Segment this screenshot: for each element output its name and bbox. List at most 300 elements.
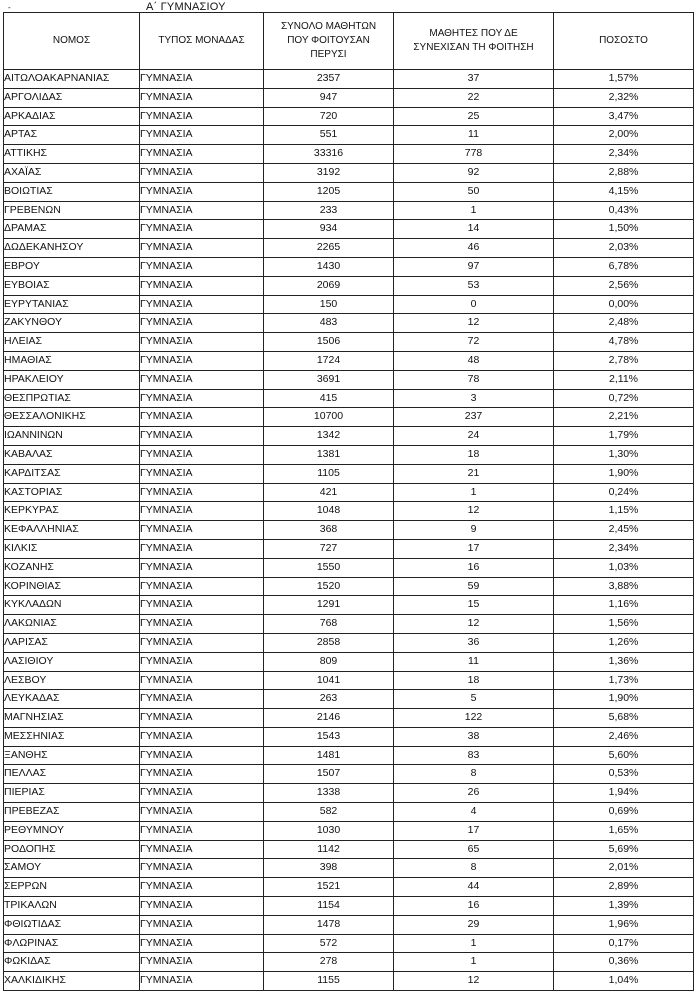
cell-dropped: 46 (394, 239, 554, 258)
cell-percent: 5,69% (554, 840, 694, 859)
cell-dropped: 12 (394, 615, 554, 634)
table-row (4, 408, 694, 427)
cell-typos: ΓΥΜΝΑΣΙΑ (140, 934, 264, 953)
cell-percent: 1,65% (554, 821, 694, 840)
table-row (4, 427, 694, 446)
cell-typos: ΓΥΜΝΑΣΙΑ (140, 577, 264, 596)
table-row (4, 464, 694, 483)
table-row (4, 821, 694, 840)
cell-total: 3192 (264, 163, 394, 182)
cell-total: 2265 (264, 239, 394, 258)
cell-total: 2858 (264, 633, 394, 652)
cell-total: 1724 (264, 351, 394, 370)
cell-nomos: ΡΕΘΥΜΝΟΥ (4, 821, 140, 840)
cell-percent: 1,30% (554, 445, 694, 464)
cell-percent: 2,34% (554, 145, 694, 164)
cell-total: 263 (264, 690, 394, 709)
cell-typos: ΓΥΜΝΑΣΙΑ (140, 615, 264, 634)
cell-nomos: ΗΛΕΙΑΣ (4, 333, 140, 352)
cell-dropped: 4 (394, 803, 554, 822)
cell-typos: ΓΥΜΝΑΣΙΑ (140, 953, 264, 972)
cell-typos: ΓΥΜΝΑΣΙΑ (140, 652, 264, 671)
cell-total: 1030 (264, 821, 394, 840)
cell-percent: 2,32% (554, 88, 694, 107)
cell-nomos: ΦΘΙΩΤΙΔΑΣ (4, 915, 140, 934)
cell-dropped: 12 (394, 972, 554, 991)
cell-typos: ΓΥΜΝΑΣΙΑ (140, 878, 264, 897)
corner-mark: - (8, 3, 11, 12)
cell-nomos: ΚΑΣΤΟΡΙΑΣ (4, 483, 140, 502)
cell-dropped: 17 (394, 539, 554, 558)
table-row (4, 577, 694, 596)
cell-total: 947 (264, 88, 394, 107)
cell-typos: ΓΥΜΝΑΣΙΑ (140, 897, 264, 916)
cell-typos: ΓΥΜΝΑΣΙΑ (140, 972, 264, 991)
cell-percent: 1,26% (554, 633, 694, 652)
cell-percent: 1,56% (554, 615, 694, 634)
cell-percent: 2,46% (554, 727, 694, 746)
cell-typos: ΓΥΜΝΑΣΙΑ (140, 333, 264, 352)
cell-nomos: ΚΕΦΑΛΛΗΝΙΑΣ (4, 521, 140, 540)
cell-typos: ΓΥΜΝΑΣΙΑ (140, 220, 264, 239)
cell-nomos: ΖΑΚΥΝΘΟΥ (4, 314, 140, 333)
cell-percent: 1,50% (554, 220, 694, 239)
cell-nomos: ΕΒΡΟΥ (4, 257, 140, 276)
table-row (4, 88, 694, 107)
cell-percent: 2,78% (554, 351, 694, 370)
cell-nomos: ΗΡΑΚΛΕΙΟΥ (4, 370, 140, 389)
cell-percent: 2,48% (554, 314, 694, 333)
table-row (4, 145, 694, 164)
table-row (4, 201, 694, 220)
cell-dropped: 1 (394, 934, 554, 953)
cell-dropped: 65 (394, 840, 554, 859)
cell-percent: 5,60% (554, 746, 694, 765)
cell-nomos: ΘΕΣΣΑΛΟΝΙΚΗΣ (4, 408, 140, 427)
cell-dropped: 14 (394, 220, 554, 239)
table-row (4, 521, 694, 540)
cell-total: 1048 (264, 502, 394, 521)
cell-nomos: ΒΟΙΩΤΙΑΣ (4, 182, 140, 201)
table-row (4, 765, 694, 784)
cell-dropped: 72 (394, 333, 554, 352)
cell-nomos: ΚΑΒΑΛΑΣ (4, 445, 140, 464)
table-row (4, 652, 694, 671)
table-row (4, 727, 694, 746)
cell-total: 150 (264, 295, 394, 314)
cell-percent: 5,68% (554, 709, 694, 728)
cell-typos: ΓΥΜΝΑΣΙΑ (140, 445, 264, 464)
cell-nomos: ΑΡΓΟΛΙΔΑΣ (4, 88, 140, 107)
cell-percent: 2,34% (554, 539, 694, 558)
cell-typos: ΓΥΜΝΑΣΙΑ (140, 276, 264, 295)
cell-nomos: ΙΩΑΝΝΙΝΩΝ (4, 427, 140, 446)
cell-percent: 1,16% (554, 596, 694, 615)
cell-percent: 2,45% (554, 521, 694, 540)
cell-typos: ΓΥΜΝΑΣΙΑ (140, 633, 264, 652)
table-row (4, 483, 694, 502)
cell-total: 1478 (264, 915, 394, 934)
cell-nomos: ΜΑΓΝΗΣΙΑΣ (4, 709, 140, 728)
cell-nomos: ΜΕΣΣΗΝΙΑΣ (4, 727, 140, 746)
cell-nomos: ΛΕΣΒΟΥ (4, 671, 140, 690)
table-row (4, 746, 694, 765)
table-row (4, 220, 694, 239)
cell-percent: 1,90% (554, 464, 694, 483)
cell-percent: 1,57% (554, 70, 694, 89)
table-row (4, 972, 694, 991)
cell-total: 421 (264, 483, 394, 502)
table-row (4, 445, 694, 464)
cell-total: 1520 (264, 577, 394, 596)
cell-dropped: 18 (394, 445, 554, 464)
cell-dropped: 8 (394, 859, 554, 878)
cell-total: 398 (264, 859, 394, 878)
table-row (4, 163, 694, 182)
table-row (4, 897, 694, 916)
cell-total: 582 (264, 803, 394, 822)
cell-total: 1205 (264, 182, 394, 201)
cell-nomos: ΑΡΤΑΣ (4, 126, 140, 145)
cell-nomos: ΠΡΕΒΕΖΑΣ (4, 803, 140, 822)
cell-nomos: ΠΕΛΛΑΣ (4, 765, 140, 784)
cell-dropped: 16 (394, 558, 554, 577)
cell-nomos: ΛΕΥΚΑΔΑΣ (4, 690, 140, 709)
cell-nomos: ΚΟΖΑΝΗΣ (4, 558, 140, 577)
cell-total: 1543 (264, 727, 394, 746)
cell-percent: 0,24% (554, 483, 694, 502)
cell-nomos: ΞΑΝΘΗΣ (4, 746, 140, 765)
cell-nomos: ΣΑΜΟΥ (4, 859, 140, 878)
cell-dropped: 9 (394, 521, 554, 540)
cell-typos: ΓΥΜΝΑΣΙΑ (140, 746, 264, 765)
table-row (4, 126, 694, 145)
table-row (4, 182, 694, 201)
cell-typos: ΓΥΜΝΑΣΙΑ (140, 765, 264, 784)
cell-nomos: ΕΥΡΥΤΑΝΙΑΣ (4, 295, 140, 314)
cell-nomos: ΛΑΚΩΝΙΑΣ (4, 615, 140, 634)
cell-typos: ΓΥΜΝΑΣΙΑ (140, 351, 264, 370)
table-row (4, 257, 694, 276)
cell-total: 1481 (264, 746, 394, 765)
cell-typos: ΓΥΜΝΑΣΙΑ (140, 145, 264, 164)
cell-total: 1430 (264, 257, 394, 276)
cell-percent: 3,47% (554, 107, 694, 126)
cell-typos: ΓΥΜΝΑΣΙΑ (140, 803, 264, 822)
cell-total: 572 (264, 934, 394, 953)
cell-percent: 4,78% (554, 333, 694, 352)
cell-typos: ΓΥΜΝΑΣΙΑ (140, 821, 264, 840)
cell-dropped: 25 (394, 107, 554, 126)
cell-percent: 0,72% (554, 389, 694, 408)
cell-nomos: ΧΑΛΚΙΔΙΚΗΣ (4, 972, 140, 991)
cell-nomos: ΚΙΛΚΙΣ (4, 539, 140, 558)
cell-typos: ΓΥΜΝΑΣΙΑ (140, 408, 264, 427)
cell-percent: 0,69% (554, 803, 694, 822)
cell-dropped: 5 (394, 690, 554, 709)
cell-nomos: ΣΕΡΡΩΝ (4, 878, 140, 897)
cell-typos: ΓΥΜΝΑΣΙΑ (140, 126, 264, 145)
cell-typos: ΓΥΜΝΑΣΙΑ (140, 784, 264, 803)
cell-typos: ΓΥΜΝΑΣΙΑ (140, 182, 264, 201)
cell-percent: 2,56% (554, 276, 694, 295)
cell-total: 1521 (264, 878, 394, 897)
table-row (4, 370, 694, 389)
cell-percent: 0,17% (554, 934, 694, 953)
cell-percent: 1,73% (554, 671, 694, 690)
cell-percent: 0,00% (554, 295, 694, 314)
cell-percent: 6,78% (554, 257, 694, 276)
cell-total: 2146 (264, 709, 394, 728)
table-row (4, 934, 694, 953)
cell-dropped: 1 (394, 201, 554, 220)
cell-dropped: 44 (394, 878, 554, 897)
header-percent: ΠΟΣΟΣΤΟ (554, 13, 694, 70)
table-row (4, 878, 694, 897)
cell-nomos: ΑΡΚΑΔΙΑΣ (4, 107, 140, 126)
cell-total: 934 (264, 220, 394, 239)
cell-dropped: 18 (394, 671, 554, 690)
table-row (4, 539, 694, 558)
table-row (4, 709, 694, 728)
cell-dropped: 237 (394, 408, 554, 427)
cell-nomos: ΔΩΔΕΚΑΝΗΣΟΥ (4, 239, 140, 258)
cell-nomos: ΔΡΑΜΑΣ (4, 220, 140, 239)
dropout-table (3, 12, 694, 991)
cell-percent: 1,90% (554, 690, 694, 709)
header-typos: ΤΥΠΟΣ ΜΟΝΑΔΑΣ (140, 13, 264, 70)
cell-typos: ΓΥΜΝΑΣΙΑ (140, 88, 264, 107)
cell-percent: 2,88% (554, 163, 694, 182)
cell-typos: ΓΥΜΝΑΣΙΑ (140, 483, 264, 502)
cell-total: 1506 (264, 333, 394, 352)
cell-total: 1507 (264, 765, 394, 784)
cell-total: 1381 (264, 445, 394, 464)
cell-dropped: 78 (394, 370, 554, 389)
header-row (4, 13, 694, 70)
cell-percent: 1,15% (554, 502, 694, 521)
cell-dropped: 11 (394, 652, 554, 671)
table-row (4, 859, 694, 878)
table-body (4, 70, 694, 991)
cell-typos: ΓΥΜΝΑΣΙΑ (140, 596, 264, 615)
cell-dropped: 16 (394, 897, 554, 916)
cell-nomos: ΡΟΔΟΠΗΣ (4, 840, 140, 859)
cell-typos: ΓΥΜΝΑΣΙΑ (140, 163, 264, 182)
header-dropped: ΜΑΘΗΤΕΣ ΠΟΥ ΔΕ ΣΥΝΕΧΙΣΑΝ ΤΗ ΦΟΙΤΗΣΗ (394, 13, 554, 70)
cell-percent: 2,00% (554, 126, 694, 145)
table-row (4, 70, 694, 89)
table-row (4, 276, 694, 295)
cell-total: 415 (264, 389, 394, 408)
cell-total: 1142 (264, 840, 394, 859)
cell-dropped: 92 (394, 163, 554, 182)
cell-percent: 1,39% (554, 897, 694, 916)
cell-percent: 1,04% (554, 972, 694, 991)
cell-percent: 2,21% (554, 408, 694, 427)
cell-percent: 1,79% (554, 427, 694, 446)
table-row (4, 840, 694, 859)
cell-dropped: 12 (394, 502, 554, 521)
cell-percent: 2,03% (554, 239, 694, 258)
cell-dropped: 38 (394, 727, 554, 746)
cell-total: 233 (264, 201, 394, 220)
cell-total: 720 (264, 107, 394, 126)
cell-percent: 3,88% (554, 577, 694, 596)
table-row (4, 333, 694, 352)
cell-typos: ΓΥΜΝΑΣΙΑ (140, 257, 264, 276)
cell-total: 551 (264, 126, 394, 145)
cell-percent: 1,96% (554, 915, 694, 934)
cell-typos: ΓΥΜΝΑΣΙΑ (140, 727, 264, 746)
cell-typos: ΓΥΜΝΑΣΙΑ (140, 671, 264, 690)
table-row (4, 558, 694, 577)
cell-nomos: ΗΜΑΘΙΑΣ (4, 351, 140, 370)
table-row (4, 502, 694, 521)
cell-typos: ΓΥΜΝΑΣΙΑ (140, 915, 264, 934)
cell-percent: 2,11% (554, 370, 694, 389)
cell-typos: ΓΥΜΝΑΣΙΑ (140, 558, 264, 577)
cell-dropped: 1 (394, 483, 554, 502)
cell-dropped: 12 (394, 314, 554, 333)
table-row (4, 633, 694, 652)
cell-typos: ΓΥΜΝΑΣΙΑ (140, 502, 264, 521)
cell-typos: ΓΥΜΝΑΣΙΑ (140, 709, 264, 728)
cell-percent: 1,94% (554, 784, 694, 803)
cell-dropped: 11 (394, 126, 554, 145)
cell-dropped: 83 (394, 746, 554, 765)
cell-nomos: ΦΩΚΙΔΑΣ (4, 953, 140, 972)
cell-total: 1342 (264, 427, 394, 446)
table-row (4, 953, 694, 972)
cell-dropped: 3 (394, 389, 554, 408)
table-row (4, 671, 694, 690)
cell-typos: ΓΥΜΝΑΣΙΑ (140, 427, 264, 446)
cell-dropped: 0 (394, 295, 554, 314)
cell-typos: ΓΥΜΝΑΣΙΑ (140, 239, 264, 258)
cell-total: 1105 (264, 464, 394, 483)
cell-typos: ΓΥΜΝΑΣΙΑ (140, 690, 264, 709)
cell-percent: 1,03% (554, 558, 694, 577)
cell-dropped: 1 (394, 953, 554, 972)
cell-dropped: 21 (394, 464, 554, 483)
cell-typos: ΓΥΜΝΑΣΙΑ (140, 70, 264, 89)
page-title: Α΄ ΓΥΜΝΑΣΙΟΥ (146, 1, 226, 13)
cell-typos: ΓΥΜΝΑΣΙΑ (140, 314, 264, 333)
cell-typos: ΓΥΜΝΑΣΙΑ (140, 859, 264, 878)
cell-dropped: 8 (394, 765, 554, 784)
cell-nomos: ΚΕΡΚΥΡΑΣ (4, 502, 140, 521)
cell-dropped: 17 (394, 821, 554, 840)
cell-total: 768 (264, 615, 394, 634)
cell-dropped: 15 (394, 596, 554, 615)
cell-nomos: ΚΑΡΔΙΤΣΑΣ (4, 464, 140, 483)
cell-nomos: ΑΤΤΙΚΗΣ (4, 145, 140, 164)
cell-percent: 2,89% (554, 878, 694, 897)
cell-nomos: ΛΑΡΙΣΑΣ (4, 633, 140, 652)
header-total: ΣΥΝΟΛΟ ΜΑΘΗΤΩΝ ΠΟΥ ΦΟΙΤΟΥΣΑΝ ΠΕΡΥΣΙ (264, 13, 394, 70)
cell-total: 1291 (264, 596, 394, 615)
cell-percent: 2,01% (554, 859, 694, 878)
cell-typos: ΓΥΜΝΑΣΙΑ (140, 521, 264, 540)
cell-total: 3691 (264, 370, 394, 389)
cell-nomos: ΑΧΑΪΑΣ (4, 163, 140, 182)
cell-dropped: 97 (394, 257, 554, 276)
table-row (4, 107, 694, 126)
table-row (4, 596, 694, 615)
cell-nomos: ΓΡΕΒΕΝΩΝ (4, 201, 140, 220)
cell-total: 1550 (264, 558, 394, 577)
cell-total: 1155 (264, 972, 394, 991)
cell-typos: ΓΥΜΝΑΣΙΑ (140, 107, 264, 126)
cell-dropped: 53 (394, 276, 554, 295)
table-row (4, 239, 694, 258)
table-row (4, 803, 694, 822)
cell-typos: ΓΥΜΝΑΣΙΑ (140, 201, 264, 220)
cell-dropped: 50 (394, 182, 554, 201)
cell-typos: ΓΥΜΝΑΣΙΑ (140, 464, 264, 483)
cell-dropped: 36 (394, 633, 554, 652)
cell-dropped: 24 (394, 427, 554, 446)
cell-nomos: ΤΡΙΚΑΛΩΝ (4, 897, 140, 916)
cell-total: 727 (264, 539, 394, 558)
cell-percent: 0,43% (554, 201, 694, 220)
cell-dropped: 37 (394, 70, 554, 89)
cell-total: 2357 (264, 70, 394, 89)
cell-typos: ΓΥΜΝΑΣΙΑ (140, 370, 264, 389)
table-row (4, 351, 694, 370)
cell-nomos: ΚΟΡΙΝΘΙΑΣ (4, 577, 140, 596)
cell-total: 2069 (264, 276, 394, 295)
cell-nomos: ΕΥΒΟΙΑΣ (4, 276, 140, 295)
cell-nomos: ΦΛΩΡΙΝΑΣ (4, 934, 140, 953)
cell-typos: ΓΥΜΝΑΣΙΑ (140, 840, 264, 859)
cell-typos: ΓΥΜΝΑΣΙΑ (140, 295, 264, 314)
cell-dropped: 48 (394, 351, 554, 370)
header-nomos: ΝΟΜΟΣ (4, 13, 140, 70)
cell-total: 1041 (264, 671, 394, 690)
cell-typos: ΓΥΜΝΑΣΙΑ (140, 389, 264, 408)
table-row (4, 295, 694, 314)
cell-dropped: 26 (394, 784, 554, 803)
table-row (4, 784, 694, 803)
cell-nomos: ΑΙΤΩΛΟΑΚΑΡΝΑΝΙΑΣ (4, 70, 140, 89)
cell-percent: 0,36% (554, 953, 694, 972)
cell-nomos: ΚΥΚΛΑΔΩΝ (4, 596, 140, 615)
table-row (4, 314, 694, 333)
cell-typos: ΓΥΜΝΑΣΙΑ (140, 539, 264, 558)
cell-dropped: 59 (394, 577, 554, 596)
cell-dropped: 122 (394, 709, 554, 728)
cell-total: 33316 (264, 145, 394, 164)
cell-total: 368 (264, 521, 394, 540)
table-row (4, 915, 694, 934)
cell-total: 809 (264, 652, 394, 671)
cell-dropped: 29 (394, 915, 554, 934)
cell-nomos: ΘΕΣΠΡΩΤΙΑΣ (4, 389, 140, 408)
cell-percent: 1,36% (554, 652, 694, 671)
cell-total: 1154 (264, 897, 394, 916)
cell-dropped: 778 (394, 145, 554, 164)
cell-total: 1338 (264, 784, 394, 803)
cell-percent: 4,15% (554, 182, 694, 201)
cell-total: 483 (264, 314, 394, 333)
cell-dropped: 22 (394, 88, 554, 107)
cell-total: 278 (264, 953, 394, 972)
cell-percent: 0,53% (554, 765, 694, 784)
table-row (4, 389, 694, 408)
cell-nomos: ΠΙΕΡΙΑΣ (4, 784, 140, 803)
